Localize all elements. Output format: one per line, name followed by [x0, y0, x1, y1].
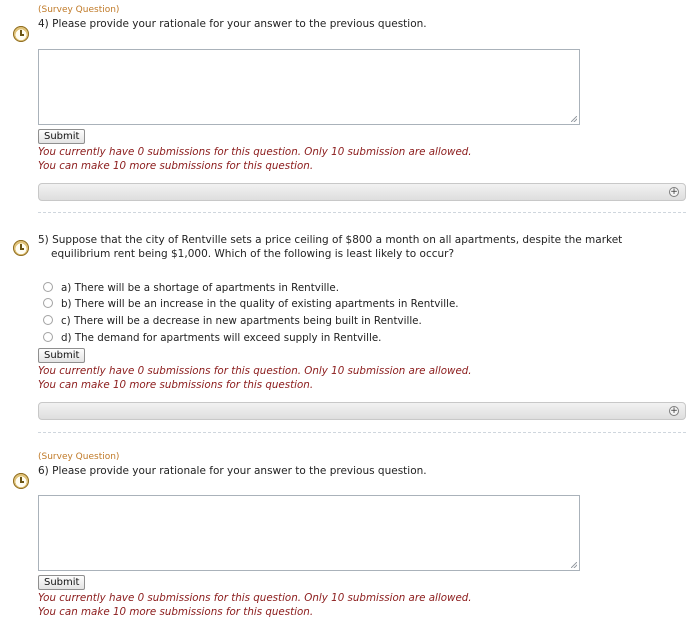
question-4-resize-grip[interactable]	[571, 116, 577, 122]
question-6-text: 6) Please provide your rationale for your answer to the previous question.	[38, 465, 427, 477]
question-4-submit-button[interactable]: Submit	[38, 129, 85, 144]
option-c-label[interactable]: c) There will be a decrease in new apartments being built in Rentville.	[61, 315, 422, 327]
question-4-survey-tag: (Survey Question)	[38, 5, 120, 15]
option-b-radio[interactable]	[43, 298, 53, 308]
option-a-label[interactable]: a) There will be a shortage of apartments in Rentville.	[61, 282, 340, 294]
question-6-resize-grip[interactable]	[571, 562, 577, 568]
question-6-clock-icon	[13, 473, 29, 489]
question-5-remaining-note: You can make 10 more submissions for this question.	[38, 379, 314, 391]
question-5-text-line2: equilibrium rent being $1,000. Which of the following is least likely to occur?	[51, 248, 455, 260]
option-c-radio[interactable]	[43, 315, 53, 325]
question-4-answer-textarea[interactable]	[38, 49, 580, 125]
plus-icon[interactable]: +	[670, 187, 678, 197]
question-4-text: 4) Please provide your rationale for your answer to the previous question.	[38, 18, 427, 30]
question-6-survey-tag: (Survey Question)	[38, 452, 120, 462]
question-5-expand-bar[interactable]	[38, 402, 686, 420]
question-6-answer-textarea[interactable]	[38, 495, 580, 571]
question-5-text-line1: 5) Suppose that the city of Rentville sets a price ceiling of $800 a month on all apartments, despite the market	[38, 234, 623, 246]
option-d-radio[interactable]	[43, 332, 53, 342]
section-divider	[38, 432, 686, 433]
question-4-clock-icon	[13, 26, 29, 42]
question-4-remaining-note: You can make 10 more submissions for this question.	[38, 160, 314, 172]
question-4-expand-bar[interactable]	[38, 183, 686, 201]
option-b-label[interactable]: b) There will be an increase in the quality of existing apartments in Rentville.	[61, 298, 459, 310]
plus-icon[interactable]: +	[670, 406, 678, 416]
section-divider	[38, 212, 686, 213]
question-5-submission-note: You currently have 0 submissions for this question. Only 10 submission are allowed.	[38, 365, 472, 377]
question-6-submit-button[interactable]: Submit	[38, 575, 85, 590]
question-6-submission-note: You currently have 0 submissions for this question. Only 10 submission are allowed.	[38, 592, 472, 604]
question-5-submit-button[interactable]: Submit	[38, 348, 85, 363]
option-d-label[interactable]: d) The demand for apartments will exceed supply in Rentville.	[61, 332, 382, 344]
question-5-clock-icon	[13, 240, 29, 256]
question-4-submission-note: You currently have 0 submissions for this question. Only 10 submission are allowed.	[38, 146, 472, 158]
question-6-remaining-note: You can make 10 more submissions for this question.	[38, 606, 314, 618]
option-a-radio[interactable]	[43, 282, 53, 292]
